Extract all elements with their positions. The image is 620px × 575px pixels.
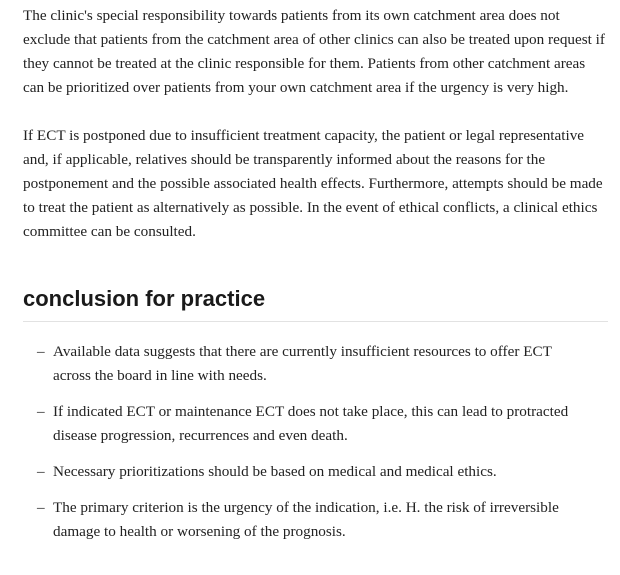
conclusion-list (23, 340, 606, 544)
dash-bullet-icon: – (37, 463, 45, 480)
list-item-text: Available data suggests that there are currently insufficient resources to offer ECT across the board in line with needs. (53, 343, 552, 384)
section-heading-conclusion: conclusion for practice (23, 284, 608, 322)
list-item-text: The primary criterion is the urgency of the indication, i.e. H. the risk of irreversible damage to health or worsening of the prognosis. (53, 499, 559, 540)
list-item (23, 460, 606, 484)
list-item-text: Necessary prioritizations should be based on medical and medical ethics. (53, 463, 497, 480)
list-item (23, 496, 606, 544)
list-item-text: If indicated ECT or maintenance ECT does not take place, this can lead to protracted disease progression, recurrences and even death. (53, 403, 569, 444)
body-paragraph-catchment: The clinic's special responsibility towards patients from its own catchment area does not exclude that patients from the catchment area of other clinics can also be treated upon request if they cannot be treated at the clinic responsible for them. Patients from other catchment areas can be prioritized over patients from your own catchment area if the urgency is very high. (23, 7, 605, 96)
list-item (23, 340, 606, 388)
list-item (23, 400, 606, 448)
body-paragraph-postponement: If ECT is postponed due to insufficient treatment capacity, the patient or legal representative and, if applicable, relatives should be transparently informed about the reasons for the postponement and the possible associated health effects. Furthermore, attempts should be made to treat the patient as alternatively as possible. In the event of ethical conflicts, a clinical ethics committee can be consulted. (23, 127, 603, 240)
dash-bullet-icon: – (37, 343, 45, 360)
dash-bullet-icon: – (37, 499, 45, 516)
dash-bullet-icon: – (37, 403, 45, 420)
